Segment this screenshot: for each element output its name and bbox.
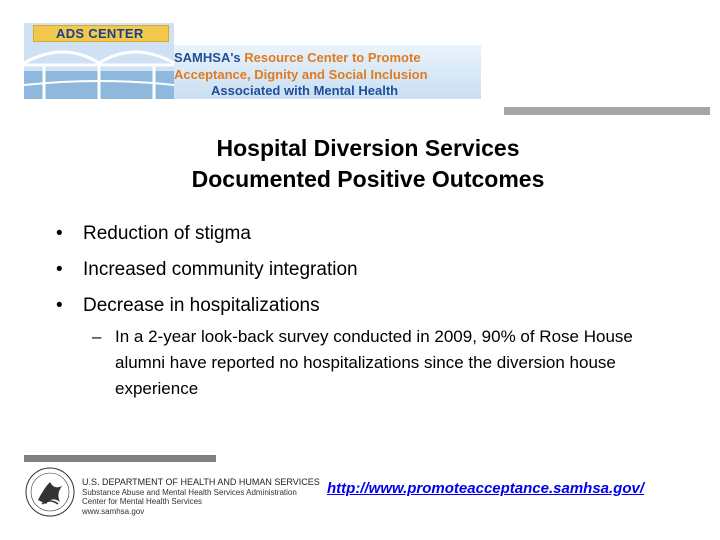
banner-line-2: Acceptance, Dignity and Social Inclusion bbox=[174, 67, 428, 82]
hhs-text-block bbox=[82, 478, 320, 516]
title-line-1: Hospital Diversion Services bbox=[216, 135, 520, 161]
list-item bbox=[56, 258, 696, 282]
bullet-marker: • bbox=[56, 259, 63, 280]
bullet-text: Decrease in hospitalizations bbox=[83, 295, 320, 316]
bullet-text: Increased community integration bbox=[83, 259, 358, 280]
banner-line-1-rest: Resource Center to Promote bbox=[244, 50, 421, 65]
sub-bullet-marker: – bbox=[92, 327, 102, 346]
slide-title bbox=[118, 133, 618, 195]
list-item bbox=[56, 222, 696, 246]
bullet-marker: • bbox=[56, 223, 63, 244]
hhs-line: Center for Mental Health Services bbox=[82, 497, 203, 506]
sub-bullet-text: In a 2-year look-back survey conducted in 2009, 90% of Rose House alumni have reported no hospitalizations since the diversion house experience bbox=[115, 327, 633, 398]
title-line-2: Documented Positive Outcomes bbox=[191, 166, 545, 192]
hhs-line: Substance Abuse and Mental Health Services Administration bbox=[82, 487, 297, 497]
samhsa-link[interactable]: http://www.promoteacceptance.samhsa.gov/ bbox=[327, 480, 645, 497]
ads-center-banner bbox=[24, 23, 481, 99]
ads-center-label: ADS CENTER bbox=[33, 25, 169, 42]
bullet-text: Reduction of stigma bbox=[83, 223, 251, 244]
hhs-line: U.S. DEPARTMENT OF HEALTH AND HUMAN SERVICES bbox=[82, 477, 320, 487]
banner-brand: SAMHSA's bbox=[174, 50, 241, 65]
list-item bbox=[56, 294, 696, 318]
bullet-marker: • bbox=[56, 295, 63, 316]
banner-line-3: Associated with Mental Health bbox=[211, 83, 399, 98]
hhs-line: www.samhsa.gov bbox=[82, 506, 145, 516]
accent-bar bbox=[504, 107, 710, 115]
footer-bar bbox=[24, 455, 216, 462]
bullet-list bbox=[56, 222, 696, 330]
sub-bullet bbox=[92, 324, 662, 402]
hhs-eagle-icon bbox=[24, 466, 76, 518]
banner-line-1 bbox=[174, 50, 421, 65]
